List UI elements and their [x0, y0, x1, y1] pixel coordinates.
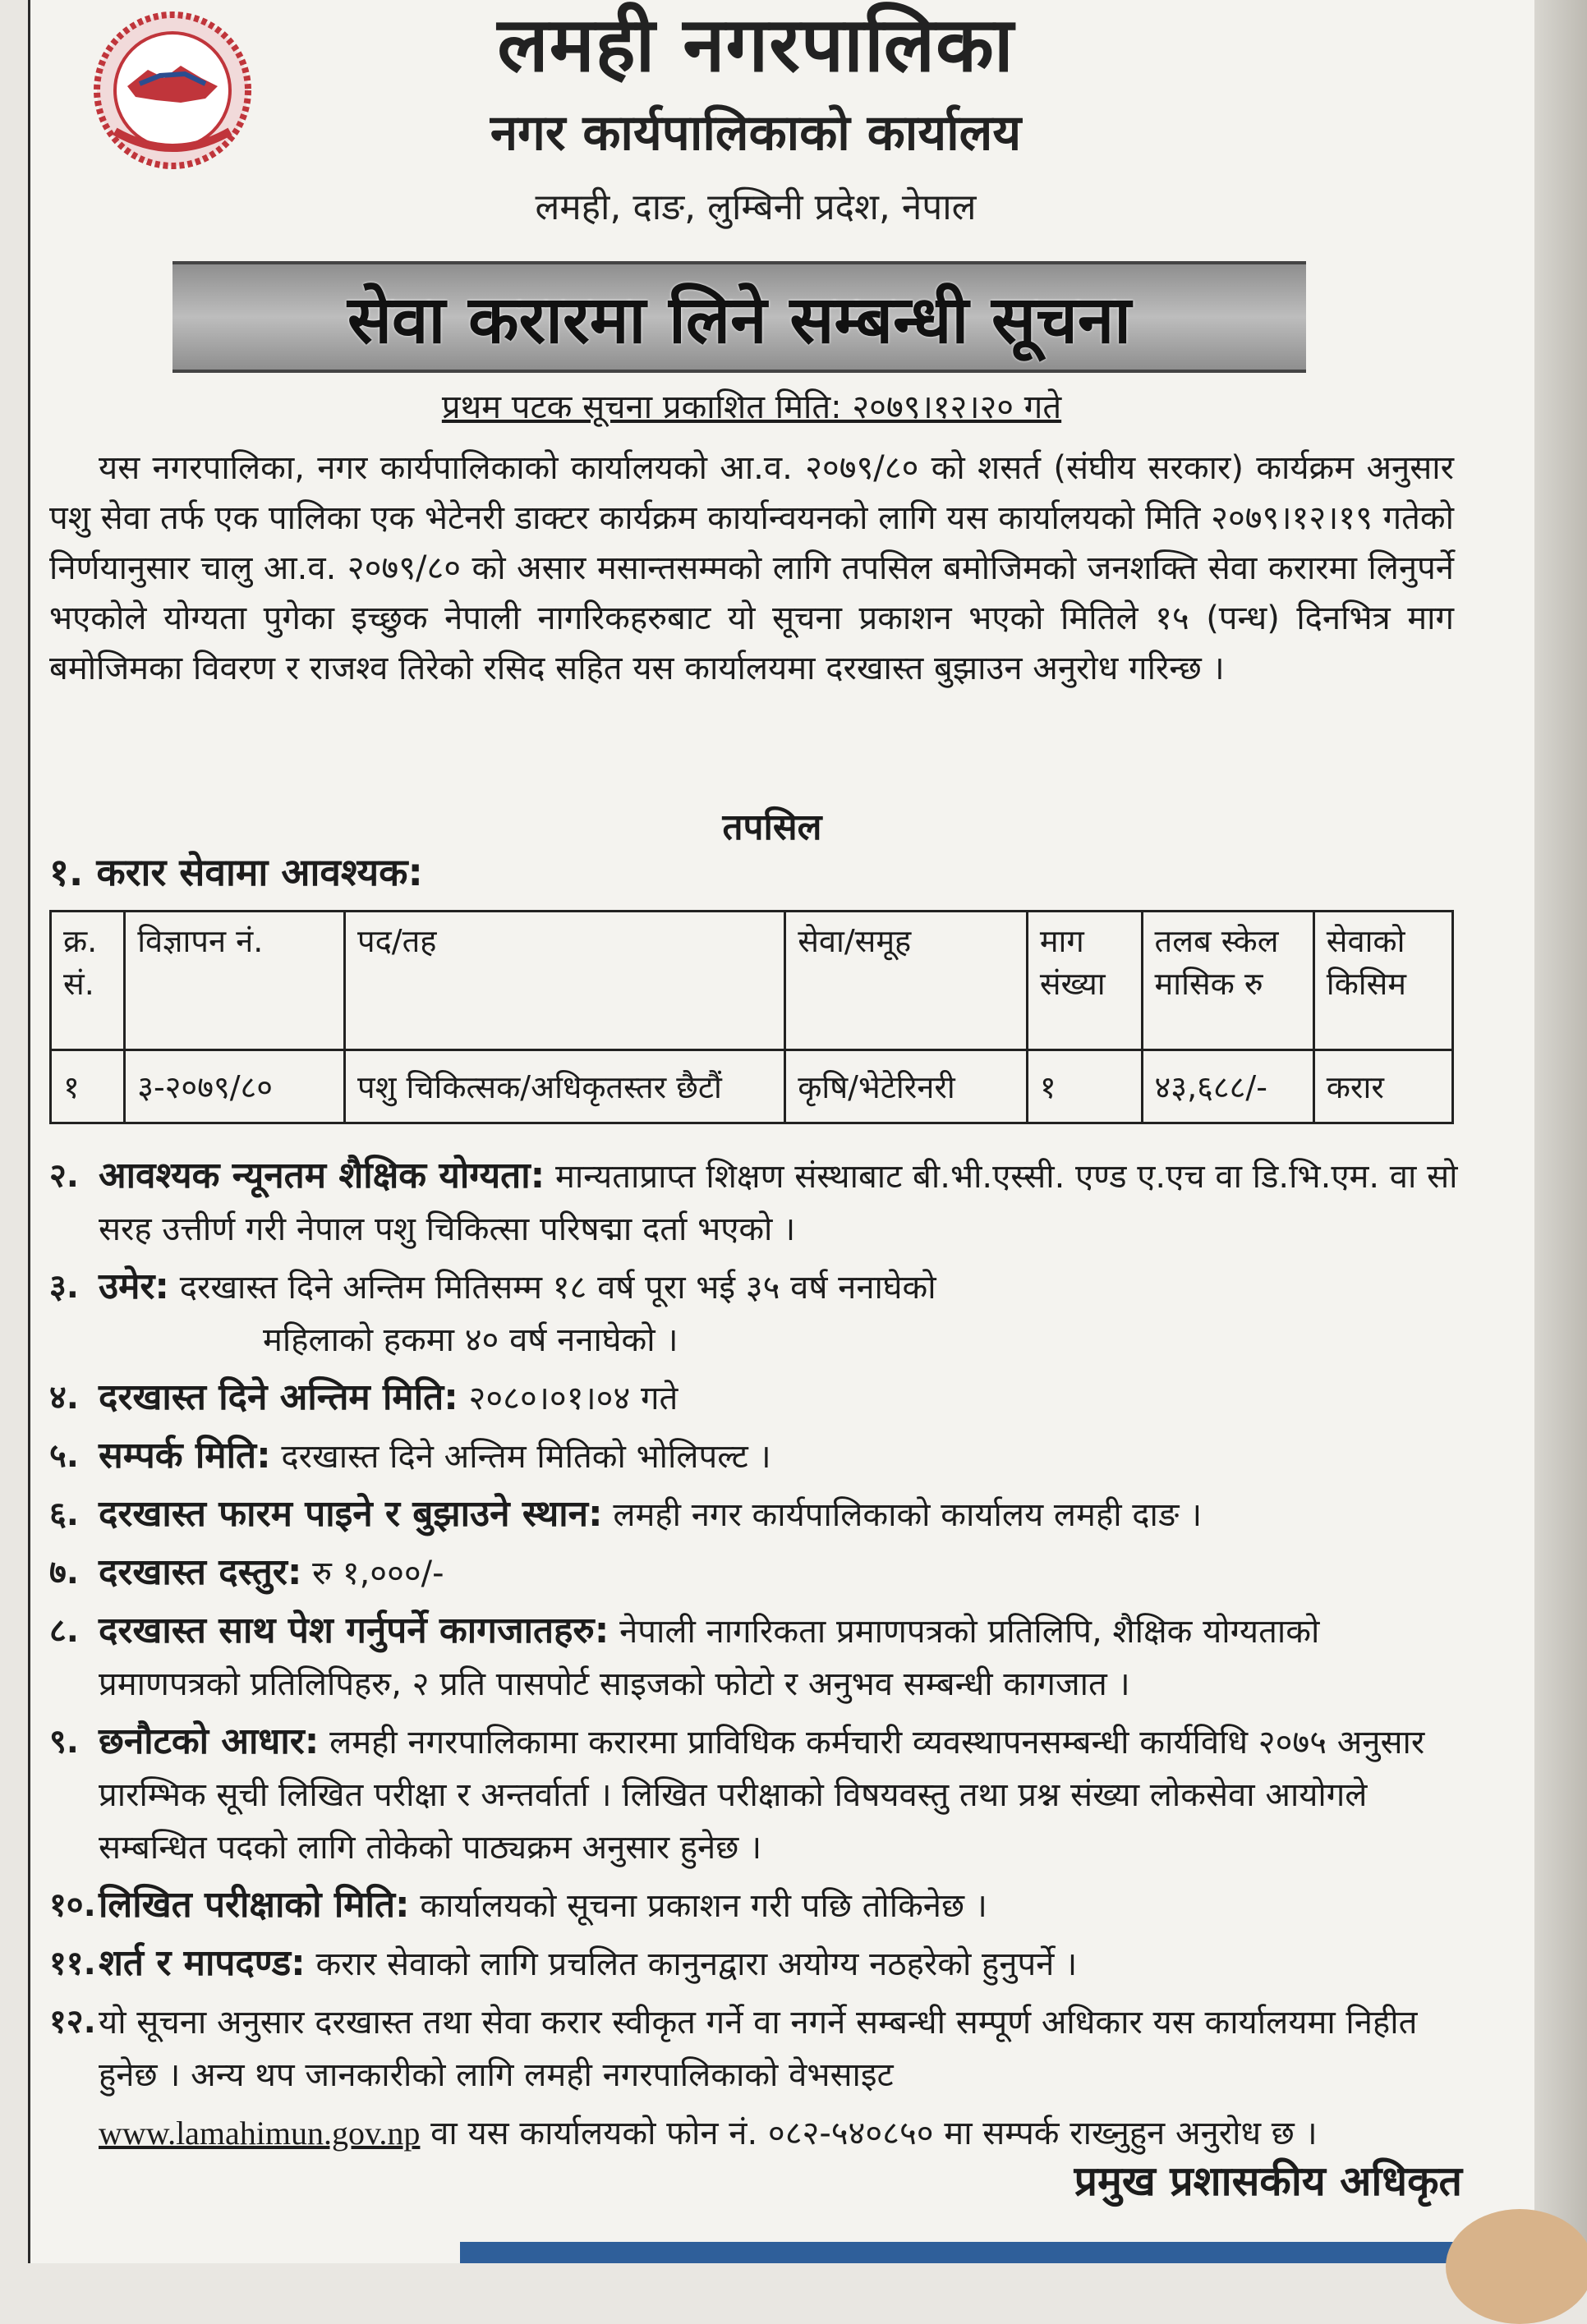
background-corner-object — [1446, 2209, 1587, 2324]
item-label: उमेर: — [99, 1265, 170, 1307]
office-subtitle: नगर कार्यपालिकाको कार्यालय — [490, 104, 1022, 162]
item-number: ६. — [49, 1495, 79, 1533]
item-body — [99, 1605, 1462, 1711]
item-number: ४. — [49, 1379, 79, 1417]
item-number: ९. — [49, 1723, 79, 1761]
list-item — [49, 1430, 1462, 1483]
list-item — [49, 1605, 1462, 1711]
item-label: छनौटको आधार: — [99, 1720, 320, 1762]
item-text: कार्यालयको सूचना प्रकाशन गरी पछि तोकिनेछ । — [409, 1887, 987, 1925]
list-item — [49, 1996, 1462, 2101]
item-number: ११. — [49, 1945, 96, 1982]
background-blue-object — [460, 2242, 1528, 2263]
table-cell: १ — [51, 1050, 125, 1123]
conditions-list — [49, 1150, 1462, 2165]
list-item — [49, 1879, 1462, 1932]
col-service-group: सेवा/समूह — [785, 912, 1028, 1050]
item-label: दरखास्त दस्तुर: — [99, 1551, 302, 1593]
notice-title-banner — [172, 261, 1306, 373]
item-text: यो सूचना अनुसार दरखास्त तथा सेवा करार स्वीकृत गर्ने वा नगर्ने सम्बन्धी सम्पूर्ण अधिकार यस कार्यालयमा निहीत हुनेछ । अन्य थप जानकारीको लागि लमही नगरपालिकाको वेभसाइट — [99, 2004, 1418, 2094]
item-body — [99, 1879, 1462, 1932]
item-number: ५. — [49, 1437, 79, 1475]
tapsil-heading: तपसिल — [722, 806, 822, 848]
item-body — [99, 1715, 1462, 1874]
item-extra: महिलाको हकमा ४० वर्ष ननाघेको । — [263, 1321, 678, 1359]
item-body — [99, 1261, 1462, 1366]
list-item — [49, 1488, 1462, 1541]
intro-paragraph: यस नगरपालिका, नगर कार्यपालिकाको कार्यालयको आ.व. २०७९/८० को शसर्त (संघीय सरकार) कार्यक्रम अनुसार पशु सेवा तर्फ एक पालिका एक भेटेनरी डाक्टर कार्यक्रम कार्यान्वयनको लागि यस कार्यालयको मिति २०७९।१२।१९ गतेको निर्णयानुसार चालु आ.व. २०७९/८० को असार मसान्तसम्मको लागि तपसिल बमोजिमको जनशक्ति सेवा करारमा लिनुपर्ने भएकोले योग्यता पुगेका इच्छुक नेपाली नागरिकहरुबाट यो सूचना प्रकाशन भएको मितिले १५ (पन्ध) दिनभित्र माग बमोजिमका विवरण र राजश्व तिरेको रसिद सहित यस कार्यालयमा दरखास्त बुझाउन अनुरोध गरिन्छ । — [49, 449, 1454, 687]
table-cell: कृषि/भेटेरिनरी — [785, 1050, 1028, 1123]
section-1-heading: १. करार सेवामा आवश्यक: — [49, 850, 423, 894]
table-cell: पशु चिकित्सक/अधिकृतस्तर छैटौं — [345, 1050, 785, 1123]
item-body — [99, 1430, 1462, 1483]
table-cell: ४३,६८८/- — [1142, 1050, 1313, 1123]
page-edge — [1534, 0, 1587, 2263]
item-text: लमही नगरपालिकामा करारमा प्राविधिक कर्मचारी व्यवस्थापनसम्बन्धी कार्यविधि २०७५ अनुसार प्रारम्भिक सूची लिखित परीक्षा र अन्तर्वार्ता । लिखित परीक्षाको विषयवस्तु तथा प्रश्न संख्या लोकसेवा आयोगले सम्बन्धित पदको लागि तोकेको पाठ्यक्रम अनुसार हुनेछ । — [99, 1724, 1425, 1867]
website-link[interactable]: www.lamahimun.gov.np — [99, 2115, 421, 2152]
item-label: सम्पर्क मिति: — [99, 1435, 271, 1477]
list-item — [49, 1937, 1462, 1991]
list-item — [49, 1546, 1462, 1600]
item-body — [99, 1996, 1462, 2101]
item-number: ८. — [49, 1612, 79, 1650]
item-body — [99, 1546, 1462, 1600]
col-serial: क्र. सं. — [51, 912, 125, 1050]
item-number: ३. — [49, 1268, 79, 1306]
item-text: करार सेवाको लागि प्रचलित कानुनद्वारा अयोग्य नठहरेको हुनुपर्ने । — [305, 1945, 1078, 1983]
list-item — [49, 1261, 1462, 1366]
item-label: शर्त र मापदण्ड: — [99, 1942, 306, 1984]
col-service-type: सेवाको किसिम — [1313, 912, 1452, 1050]
col-ad-number: विज्ञापन नं. — [125, 912, 345, 1050]
item-label: दरखास्त फारम पाइने र बुझाउने स्थान: — [99, 1493, 603, 1535]
table-cell: करार — [1313, 1050, 1452, 1123]
item-text: लमही नगर कार्यपालिकाको कार्यालय लमही दाङ । — [602, 1496, 1203, 1534]
office-address: लमही, दाङ, लुम्बिनी प्रदेश, नेपाल — [535, 186, 977, 228]
item-number — [49, 2106, 99, 2160]
col-post: पद/तह — [345, 912, 785, 1050]
item-label: दरखास्त साथ पेश गर्नुपर्ने कागजातहरु: — [99, 1610, 610, 1651]
item-text: दरखास्त दिने अन्तिम मितिसम्म १८ वर्ष पूरा भई ३५ वर्ष ननाघेको — [169, 1269, 936, 1307]
item-body — [99, 1937, 1462, 1991]
item-body — [99, 1488, 1462, 1541]
col-salary: तलब स्केल मासिक रु — [1142, 912, 1313, 1050]
item-text: दरखास्त दिने अन्तिम मितिको भोलिपल्ट । — [270, 1438, 771, 1476]
item-body — [99, 1371, 1462, 1425]
item-label: आवश्यक न्यूनतम शैक्षिक योग्यता: — [99, 1155, 545, 1196]
list-item — [49, 1715, 1462, 1874]
item-number: ७. — [49, 1554, 79, 1591]
table-row — [51, 1050, 1453, 1123]
list-item — [49, 1371, 1462, 1425]
municipality-title: लमही नगरपालिका — [497, 1, 1014, 89]
item-number: १०. — [49, 1886, 96, 1924]
contact-text: वा यस कार्यालयको फोन नं. ०८२-५४०८५० मा सम्पर्क राख्नुहुन अनुरोध छ । — [420, 2115, 1318, 2152]
item-text: मान्यताप्राप्त शिक्षण संस्थाबाट बी.भी.एस्सी. एण्ड ए.एच वा डि.भि.एम. वा सो सरह उत्तीर्ण गरी नेपाल पशु चिकित्सा परिषद्मा दर्ता भएको । — [99, 1158, 1458, 1248]
item-text: रु १,०००/- — [301, 1555, 444, 1592]
list-item — [49, 1150, 1462, 1256]
table-header-row — [51, 912, 1453, 1050]
item-body — [99, 1150, 1462, 1256]
item-text: २०८०।०१।०४ गते — [458, 1380, 678, 1417]
item-label: दरखास्त दिने अन्तिम मिति: — [99, 1376, 458, 1418]
municipality-emblem-icon — [82, 8, 263, 172]
table-cell: १ — [1027, 1050, 1142, 1123]
requirements-table — [49, 910, 1454, 1124]
item-label: लिखित परीक्षाको मिति: — [99, 1884, 410, 1926]
col-demand-count: माग संख्या — [1027, 912, 1142, 1050]
signature-title: प्रमुख प्रशासकीय अधिकृत — [1074, 2157, 1462, 2205]
notice-title: सेवा करारमा लिने सम्बन्धी सूचना — [347, 281, 1132, 358]
item-number: १२. — [49, 2003, 96, 2041]
table-cell: ३-२०७९/८० — [125, 1050, 345, 1123]
item-number: २. — [49, 1157, 79, 1195]
item-text: नेपाली नागरिकता प्रमाणपत्रको प्रतिलिपि, शैक्षिक योग्यताको प्रमाणपत्रको प्रतिलिपिहरु, २ प्रति पासपोर्ट साइजको फोटो र अनुभव सम्बन्धी कागजात । — [99, 1613, 1320, 1703]
publish-date: प्रथम पटक सूचना प्रकाशित मिति: २०७९।१२।२० गते — [441, 388, 1062, 426]
